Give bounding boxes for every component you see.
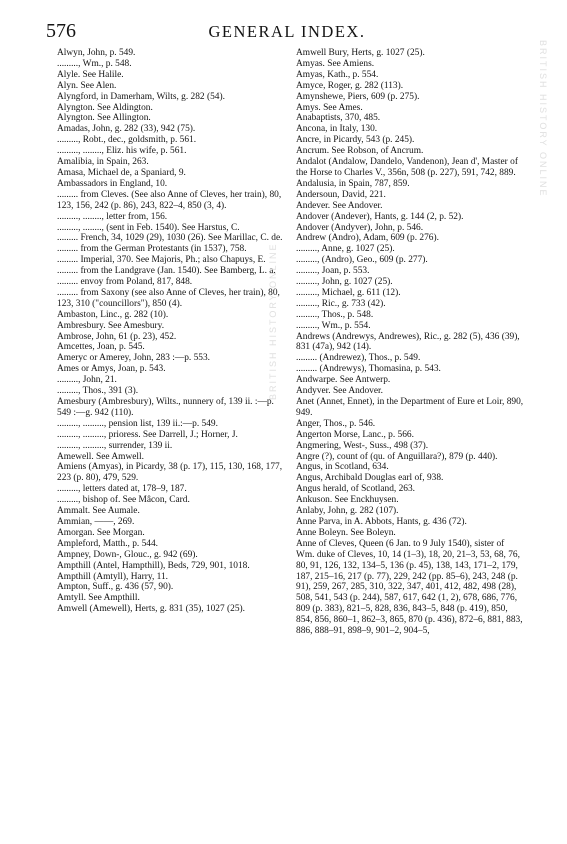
index-entry: ......... French, 34, 1029 (29), 1030 (26). See Marillac, C. de. [57, 233, 283, 244]
index-entry: Andalusia, in Spain, 787, 859. [296, 178, 410, 189]
index-entry: Amadas, John, g. 282 (33), 942 (75). [57, 124, 196, 135]
index-column-right [296, 48, 524, 637]
index-entry: ........., Thos., p. 548. [296, 309, 374, 320]
page-number: 576 [46, 20, 76, 42]
index-entry: ........., Ric., g. 733 (42). [296, 298, 386, 309]
index-entry: Amyas. See Amiens. [296, 58, 375, 69]
index-entry: Alyngford, in Damerham, Wilts, g. 282 (54). [57, 91, 225, 102]
index-entry: Amyce, Roger, g. 282 (113). [296, 80, 404, 91]
watermark: BRITISH HISTORY ONLINE [268, 242, 278, 400]
index-entry: ........., bishop of. See Mâcon, Card. [57, 495, 190, 506]
index-entry: Andalot (Andalow, Dandelo, Vandenon), Jean d', Master of the Horse to Charles V., 356n, 508 (p. 227), 591, 742, 889. [296, 157, 518, 178]
index-entry: Anger, Thos., p. 546. [296, 418, 376, 429]
index-entry: ........., ........, Eliz. his wife, p. 561. [57, 146, 187, 157]
index-entry: Ankuson. See Enckhuysen. [296, 495, 399, 506]
index-entry: ........., Joan, p. 553. [296, 266, 370, 277]
watermark: BRITISH HISTORY ONLINE [538, 40, 548, 198]
index-entry: Anne of Cleves, Queen (6 Jan. to 9 July 1540), sister of Wm. duke of Cleves, 10, 14 (1–3), 18, 20, 21–3, 53, 68, 76, 80, 91, 126, 132, 134–5, 136 (p. 45), 138, 143, 171–2, 179, 187, 215–16, 217 (p. 77), 229, 242 (pp. 85–6), 243, 248 (p. 91), 259, 267, 285, 310, 322, 347, 401, 412, 482, 498 (28), 508, 541, 543 (p. 244), 587, 617, 642 (1, 2), 678, 686, 776, 809 (p. 383), 821–5, 828, 836, 843–5, 848 (p. 419), 850, 854, 856, 860–1, 862–3, 865, 870 (p. 436), 872–6, 881, 883, 886, 888–91, 898–9, 901–2, 904–5, [296, 538, 523, 637]
index-entry: Anne Parva, in A. Abbots, Hants, g. 436 (72). [296, 516, 467, 527]
index-entry: Ampney, Down-, Glouc., g. 942 (69). [57, 549, 198, 560]
index-entry: Ameryc or Amerey, John, 283 :—p. 553. [57, 353, 211, 364]
index-entry: Ancona, in Italy, 130. [296, 124, 378, 135]
index-entry: ........., ........, letter from, 156. [57, 211, 168, 222]
index-entry: ......... from Saxony (see also Anne of Cleves, her train), 80, 123, 310 ("councillors"), 850 (4). [57, 287, 280, 309]
index-entry: Amewell. See Amwell. [57, 451, 144, 462]
index-entry: Angus, Archibald Douglas earl of, 938. [296, 473, 444, 484]
index-entry: Andwarpe. See Antwerp. [296, 375, 391, 386]
index-entry: Alwyn, John, p. 549. [57, 48, 136, 58]
index-entry: ........., ........., surrender, 139 ii. [57, 440, 173, 451]
index-entry: ........., Thos., 391 (3). [57, 386, 139, 397]
index-entry: ........., ........., prioress. See Darrell, J.; Horner, J. [57, 429, 238, 440]
index-entry: ......... envoy from Poland, 817, 848. [57, 277, 193, 288]
index-entry: ........., Michael, g. 611 (12). [296, 287, 401, 298]
index-entry: Anabaptists, 370, 485. [296, 113, 381, 124]
index-entry: Ampton, Suff., g. 436 (57, 90). [57, 582, 174, 593]
index-entry: Ames or Amys, Joan, p. 543. [57, 364, 166, 375]
index-entry: ........., ........., pension list, 139 ii.:—p. 549. [57, 418, 218, 429]
index-entry: ........., ........, (sent in Feb. 1540). See Harstus, C. [57, 222, 240, 233]
index-entry: Amyas, Kath., p. 554. [296, 69, 379, 80]
index-entry: Ambaston, Linc., g. 282 (10). [57, 309, 169, 320]
index-entry: Amys. See Ames. [296, 102, 363, 113]
index-entry: Alyngton. See Aldington. [57, 102, 153, 113]
index-entry: Amtyll. See Ampthill. [57, 593, 140, 604]
index-entry: Angus, in Scotland, 634. [296, 462, 389, 473]
index-entry: Anet (Annet, Ennet), in the Department of Eure et Loir, 890, 949. [296, 397, 524, 418]
index-entry: ........., John, 21. [57, 375, 117, 386]
index-entry: ......... from the German Protestants (in 1537), 758. [57, 244, 247, 255]
index-entry: Angmering, West-, Suss., 498 (37). [296, 440, 429, 451]
index-entry: Ancrum. See Robson, of Ancrum. [296, 146, 424, 157]
index-entry: Ambrose, John, 61 (p. 23), 452. [57, 331, 177, 342]
index-entry: ......... (Andrewez), Thos., p. 549. [296, 353, 421, 364]
index-entry: Alyle. See Halile. [57, 69, 124, 80]
index-entry: ........., (Andro), Geo., 609 (p. 277). [296, 255, 428, 266]
index-entry: ......... Imperial, 370. See Majoris, Ph.; also Chapuys, E. [57, 255, 266, 266]
index-entry: Ambresbury. See Amesbury. [57, 320, 165, 331]
index-entry: Ampthill (Amtyll), Harry, 11. [57, 571, 169, 582]
running-title: GENERAL INDEX. [208, 22, 366, 41]
index-entry: Ampthill (Antel, Hampthill), Beds, 729, 901, 1018. [57, 560, 250, 571]
index-entry: ......... (Andrewys), Thomasina, p. 543. [296, 364, 441, 375]
index-entry: Andever. See Andover. [296, 200, 383, 211]
index-entry: Amcettes, Joan, p. 545. [57, 342, 145, 353]
index-entry: Alyngton. See Allington. [57, 113, 151, 124]
index-entry: Amalibia, in Spain, 263. [57, 157, 149, 168]
index-entry: Amorgan. See Morgan. [57, 527, 145, 538]
index-entry: Andyver. See Andover. [296, 386, 383, 397]
index-entry: Angerton Morse, Lanc., p. 566. [296, 429, 414, 440]
index-entry: ........., Anne, g. 1027 (25). [296, 244, 395, 255]
index-entry: ........., Wm., p. 554. [296, 320, 371, 331]
index-entry: Ancre, in Picardy, 543 (p. 245). [296, 135, 415, 146]
index-entry: ........., Robt., dec., goldsmith, p. 561. [57, 135, 197, 146]
page-header [46, 20, 528, 42]
index-entry: Amasa, Michael de, a Spaniard, 9. [57, 167, 186, 178]
index-entry: Andrews (Andrewys, Andrewes), Ric., g. 282 (5), 436 (39), 831 (47a), 942 (14). [296, 331, 520, 353]
index-entry: Ambassadors in England, 10. [57, 178, 168, 189]
index-entry: Andover (Andever), Hants, g. 144 (2, p. 52). [296, 211, 464, 222]
index-entry: Angre (?), count of (qu. of Anguillara?), 879 (p. 440). [296, 451, 498, 462]
index-entry: Ampleford, Matth., p. 544. [57, 538, 159, 549]
index-entry: ........., Wm., p. 548. [57, 58, 132, 69]
index-entry: Ammian, ——, 269. [57, 516, 135, 527]
index-entry: Andrew (Andro), Adam, 609 (p. 276). [296, 233, 439, 244]
index-entry: ........., letters dated at, 178–9, 187. [57, 484, 187, 495]
index-entry: Amynshewe, Piers, 609 (p. 275). [296, 91, 420, 102]
index-entry: Amwell (Amewell), Herts, g. 831 (35), 1027 (25). [57, 604, 245, 615]
index-entry: Anlaby, John, g. 282 (107). [296, 506, 399, 517]
index-entry: Amwell Bury, Herts, g. 1027 (25). [296, 48, 425, 58]
index-entry: Amesbury (Ambresbury), Wilts., nunnery of, 139 ii. :—p. 549 :—g. 942 (110). [57, 397, 274, 418]
index-entry: ......... from the Landgrave (Jan. 1540). See Bamberg, L. a. [57, 266, 276, 277]
index-entry: Andover (Andyver), John, p. 546. [296, 222, 424, 233]
index-entry: Ammalt. See Aumale. [57, 506, 140, 517]
index-entry: ......... from Cleves. (See also Anne of Cleves, her train), 80, 123, 156, 242 (p. 86), 243, 822–4, 850 (3, 4). [57, 189, 282, 211]
index-entry: Anne Boleyn. See Boleyn. [296, 527, 396, 538]
index-entry: Alyn. See Alen. [57, 80, 117, 91]
index-entry: Andersoun, David, 221. [296, 189, 386, 200]
index-entry: Amiens (Amyas), in Picardy, 38 (p. 17), 115, 130, 168, 177, 223 (p. 80), 479, 529. [57, 462, 283, 484]
index-column-left [57, 48, 283, 615]
index-entry: ........., John, g. 1027 (25). [296, 277, 393, 288]
index-entry: Angus herald, of Scotland, 263. [296, 484, 415, 495]
